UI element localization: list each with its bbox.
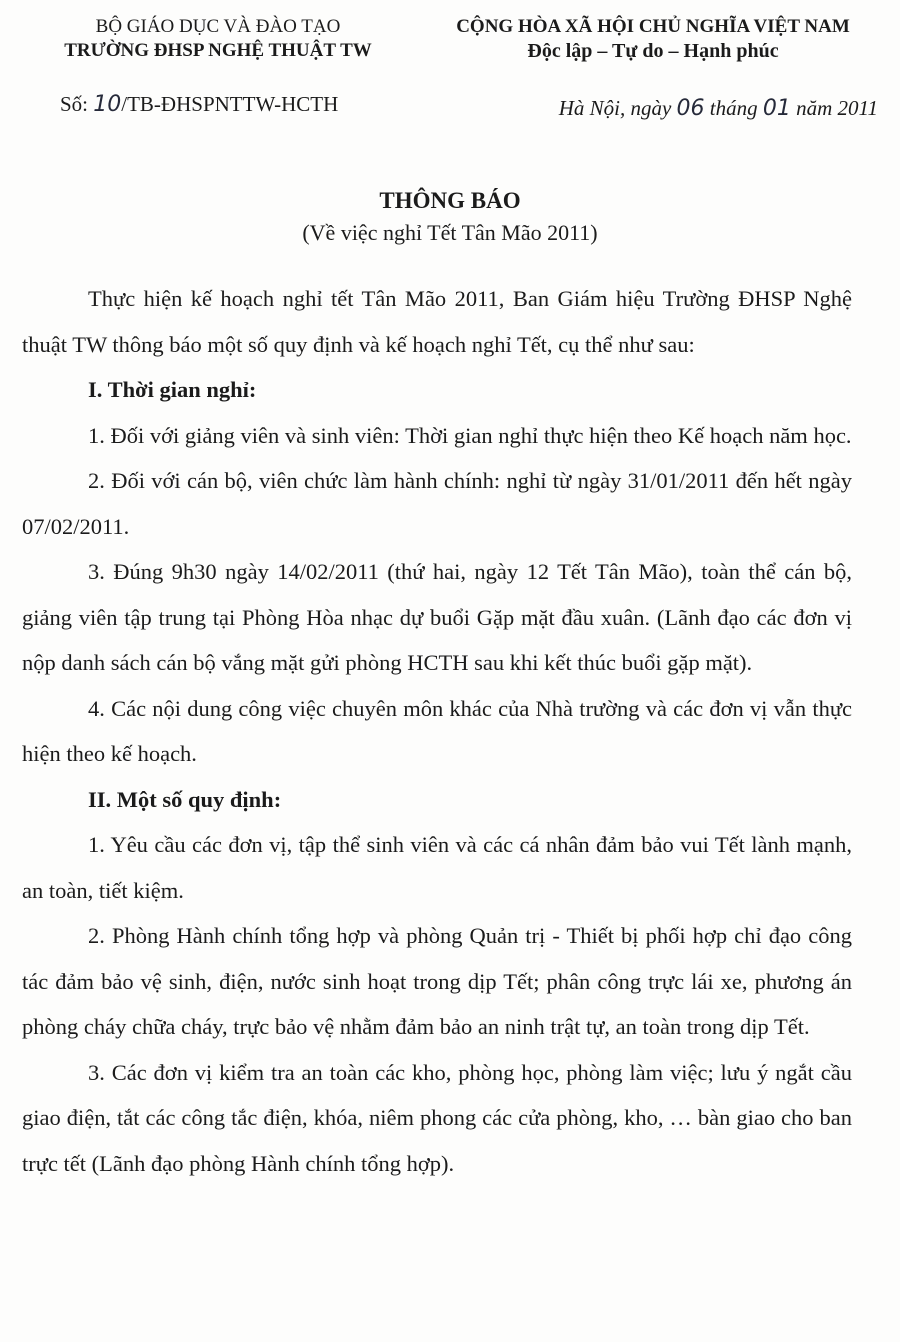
section-2-item: 1. Yêu cầu các đơn vị, tập thể sinh viên và các cá nhân đảm bảo vui Tết lành mạnh, an toàn, tiết kiệm. — [22, 832, 852, 903]
section-2-item: 2. Phòng Hành chính tổng hợp và phòng Quản trị - Thiết bị phối hợp chỉ đạo công tác đảm bảo vệ sinh, điện, nước sinh hoạt trong dịp Tết; phân công trực lái xe, phương án phòng cháy chữa cháy, trực bảo vệ nhằm đảm bảo an ninh trật tự, an toàn trong dịp Tết. — [22, 923, 852, 1039]
section-1-item: 3. Đúng 9h30 ngày 14/02/2011 (thứ hai, ngày 12 Tết Tân Mão), toàn thể cán bộ, giảng viên tập trung tại Phòng Hòa nhạc dự buổi Gặp mặt đầu xuân. (Lãnh đạo các đơn vị nộp danh sách cán bộ vắng mặt gửi phòng HCTH sau khi kết thúc buổi gặp mặt). — [22, 559, 852, 675]
intro-paragraph: Thực hiện kế hoạch nghỉ tết Tân Mão 2011, Ban Giám hiệu Trường ĐHSP Nghệ thuật TW thông báo một số quy định và kế hoạch nghỉ Tết, cụ thể như sau: — [22, 286, 852, 357]
national-header — [418, 15, 888, 63]
doc-number-handwritten: 10 — [93, 92, 122, 117]
notice-body — [22, 276, 852, 1186]
school-name: TRƯỜNG ĐHSP NGHỆ THUẬT TW — [64, 40, 372, 61]
section-2-heading: II. Một số quy định: — [88, 786, 282, 812]
section-1-item: 4. Các nội dung công việc chuyên môn khác của Nhà trường và các đơn vị vẫn thực hiện theo kế hoạch. — [22, 695, 852, 766]
section-1-item: 2. Đối với cán bộ, viên chức làm hành chính: nghỉ từ ngày 31/01/2011 đến hết ngày 07/02/2011. — [22, 468, 852, 539]
section-2-item: 3. Các đơn vị kiểm tra an toàn các kho, phòng học, phòng làm việc; lưu ý ngắt cầu giao điện, tắt các công tắc điện, khóa, niêm phong các cửa phòng, kho, … bàn giao cho ban trực tết (Lãnh đạo phòng Hành chính tổng hợp). — [22, 1059, 852, 1176]
date-place: Hà Nội, ngày — [558, 96, 672, 120]
document-number — [60, 92, 338, 117]
section-1-heading: I. Thời gian nghỉ: — [88, 377, 257, 402]
date-day: 06 — [676, 96, 705, 121]
date-year: năm 2011 — [796, 96, 878, 120]
doc-number-prefix: Số: — [60, 92, 89, 116]
country-name: CỘNG HÒA XÃ HỘI CHỦ NGHĨA VIỆT NAM — [456, 16, 850, 37]
date-month: 01 — [762, 96, 791, 121]
section-1-item: 1. Đối với giảng viên và sinh viên: Thời gian nghỉ thực hiện theo Kế hoạch năm học. — [88, 422, 852, 448]
national-motto: Độc lập – Tự do – Hạnh phúc — [527, 40, 779, 62]
notice-title: THÔNG BÁO — [379, 188, 521, 213]
notice-subtitle: (Về việc nghỉ Tết Tân Mão 2011) — [302, 220, 598, 245]
document-date — [559, 96, 878, 121]
date-month-label: tháng — [709, 96, 758, 120]
issuer-header — [18, 15, 418, 63]
doc-number-suffix: /TB-ĐHSPNTTW-HCTH — [121, 92, 339, 116]
ministry-name: BỘ GIÁO DỤC VÀ ĐÀO TẠO — [95, 16, 341, 37]
